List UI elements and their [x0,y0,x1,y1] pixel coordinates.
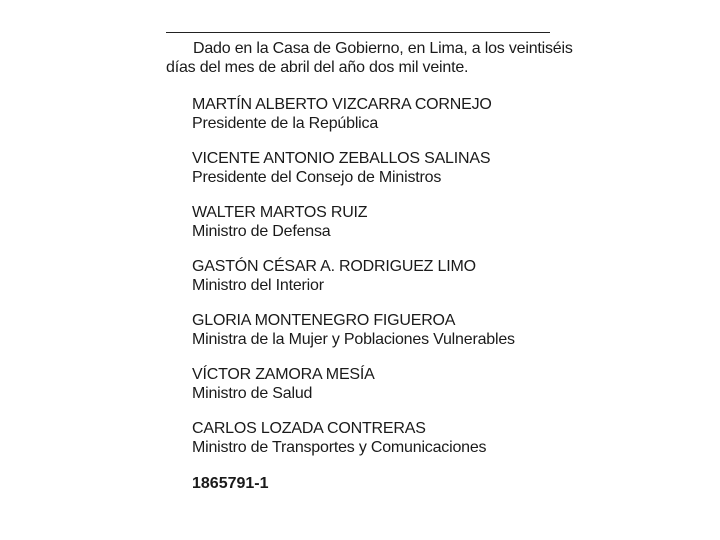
signatory-president [192,96,566,133]
reference-number: 1865791-1 [192,475,269,492]
signatory-role: Ministro de Salud [192,384,313,402]
signatory-name: CARLOS LOZADA CONTRERAS [192,420,426,437]
signatory-role: Presidente de la República [192,114,379,132]
signatory-role: Ministro de Defensa [192,222,331,240]
signatory-women [192,312,566,349]
closing-line-2: días del mes de abril del año dos mil veinte. [166,59,469,76]
signatory-name: MARTÍN ALBERTO VIZCARRA CORNEJO [192,96,492,113]
signatory-name: WALTER MARTOS RUIZ [192,204,368,221]
signatory-role: Ministra de la Mujer y Poblaciones Vulnerables [192,330,515,348]
top-divider [166,32,550,33]
signatory-name: VÍCTOR ZAMORA MESÍA [192,366,375,383]
closing-paragraph [166,39,573,77]
signatory-health [192,366,566,403]
closing-line-1: Dado en la Casa de Gobierno, en Lima, a los veintiséis [193,40,573,57]
decree-closing-section [166,39,573,493]
signatory-role: Ministro de Transportes y Comunicaciones [192,438,487,456]
signatory-name: GLORIA MONTENEGRO FIGUEROA [192,312,456,329]
signatory-transport [192,420,566,457]
signatory-role: Ministro del Interior [192,276,324,294]
signatory-interior [192,258,566,295]
signatory-name: GASTÓN CÉSAR A. RODRIGUEZ LIMO [192,258,476,275]
signatory-name: VICENTE ANTONIO ZEBALLOS SALINAS [192,150,491,167]
signatory-defense [192,204,566,241]
signatory-role: Presidente del Consejo de Ministros [192,168,442,186]
signatory-council-president [192,150,566,187]
signatories-list [166,96,566,493]
